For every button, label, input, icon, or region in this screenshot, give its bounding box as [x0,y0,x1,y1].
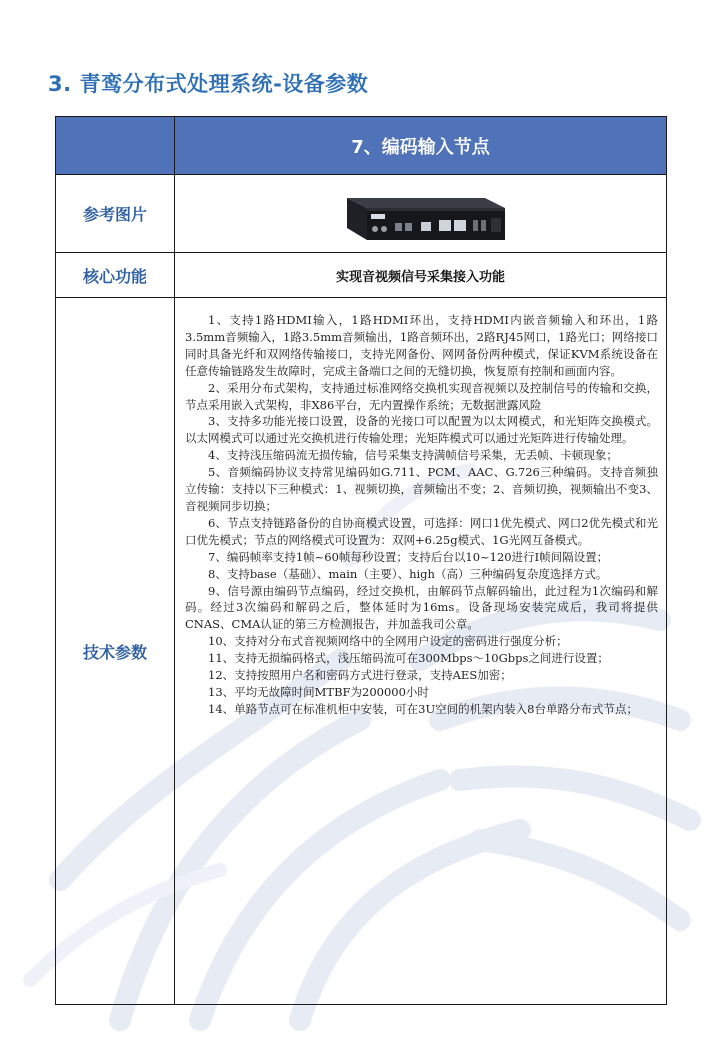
image-label-cell [56,175,175,253]
list-item: 14、单路节点可在标准机柜中安装，可在3U空间的机架内装入8台单路分布式节点； [208,701,638,716]
core-label-cell [56,253,175,298]
list-item: 6、节点支持链路备份的自协商模式设置，可选择：网口1优先模式、网口2优先模式和光口优先模式；节点的网络模式可设置为：双网+6.25g模式、1G光网互备模式。 [185,515,658,547]
section-title-text: 青鸾分布式处理系统-设备参数 [79,72,369,96]
section-number: 3. [48,72,72,96]
list-item: 8、支持base（基础）、main（主要）、high（高）三种编码复杂度选择方式。 [208,566,608,581]
list-item: 4、支持浅压缩码流无损传输，信号采集支持满帧信号采集，无丢帧、卡顿现象； [208,448,618,463]
table-row [56,298,667,1005]
list-item: 5、音频编码协议支持常见编码如G.711、PCM、AAC、G.726三种编码。支持音频独立传输：支持以下三种模式：1、视频切换，音频输出不变；2、音频切换，视频输出不变3、音视频同步切换； [185,465,658,513]
core-value-cell [175,253,667,298]
core-value: 实现音视频信号采集接入功能 [335,269,505,285]
table-header-title: 7、编码输入节点 [351,136,490,158]
list-item: 7、编码帧率支持1帧~60帧每秒设置；支持后台以10~120进行I帧间隔设置； [208,549,609,564]
list-item: 11、支持无损编码格式，浅压缩码流可在300Mbps～10Gbps之间进行设置； [208,651,609,666]
list-item: 13、平均无故障时间MTBF为200000小时 [208,684,429,699]
spec-table [55,116,667,1005]
section-title [48,68,368,98]
table-header-row [56,117,667,175]
list-item: 10、支持对分布式音视频网络中的全网用户设定的密码进行强度分析； [208,634,568,649]
table-row [56,175,667,253]
image-cell [175,175,667,253]
tech-params-cell [175,298,667,1005]
header-left-cell [56,117,175,175]
tech-label-cell [56,298,175,1005]
tech-params-list [175,298,666,728]
list-item: 3、支持多功能光接口设置，设备的光接口可以配置为以太网模式，和光矩阵交换模式。以太网模式可以通过光交换机进行传输处理；光矩阵模式可以通过光矩阵进行传输处理。 [185,414,658,446]
header-title-cell [175,117,667,175]
encoder-node-device [333,182,509,246]
list-item: 12、支持按照用户名和密码方式进行登录，支持AES加密； [208,668,512,683]
list-item: 2、采用分布式架构，支持通过标准网络交换机实现音视频以及控制信号的传输和交换，节点采用嵌入式架构，非X86平台，无内置操作系统；无数据泄露风险 [185,380,658,412]
core-label: 核心功能 [82,266,147,286]
list-item: 1、支持1路HDMI输入，1路HDMI环出，支持HDMI内嵌音频输入和环出，1路3.5mm音频输入，1路3.5mm音频输出，1路音频环出，2路RJ45网口，1路光口；网络接口同时具备光纤和双网络传输接口，支持光网备份、网网备份两种模式，保证KVM系统设备在任意传输链路发生故障时，完成主备端口之间的无缝切换，恢复原有控制和画面内容。 [185,313,658,378]
list-item: 9、信号源由编码节点编码，经过交换机，由解码节点解码输出，此过程为1次编码和解码。经过3次编码和解码之后，整体延时为16ms。设备现场安装完成后，我司将提供CNAS、CMA认证的第三方检测报告，并加盖我司公章。 [185,583,658,632]
image-label: 参考图片 [82,205,147,224]
tech-label: 技术参数 [82,642,147,662]
table-row [56,253,667,298]
